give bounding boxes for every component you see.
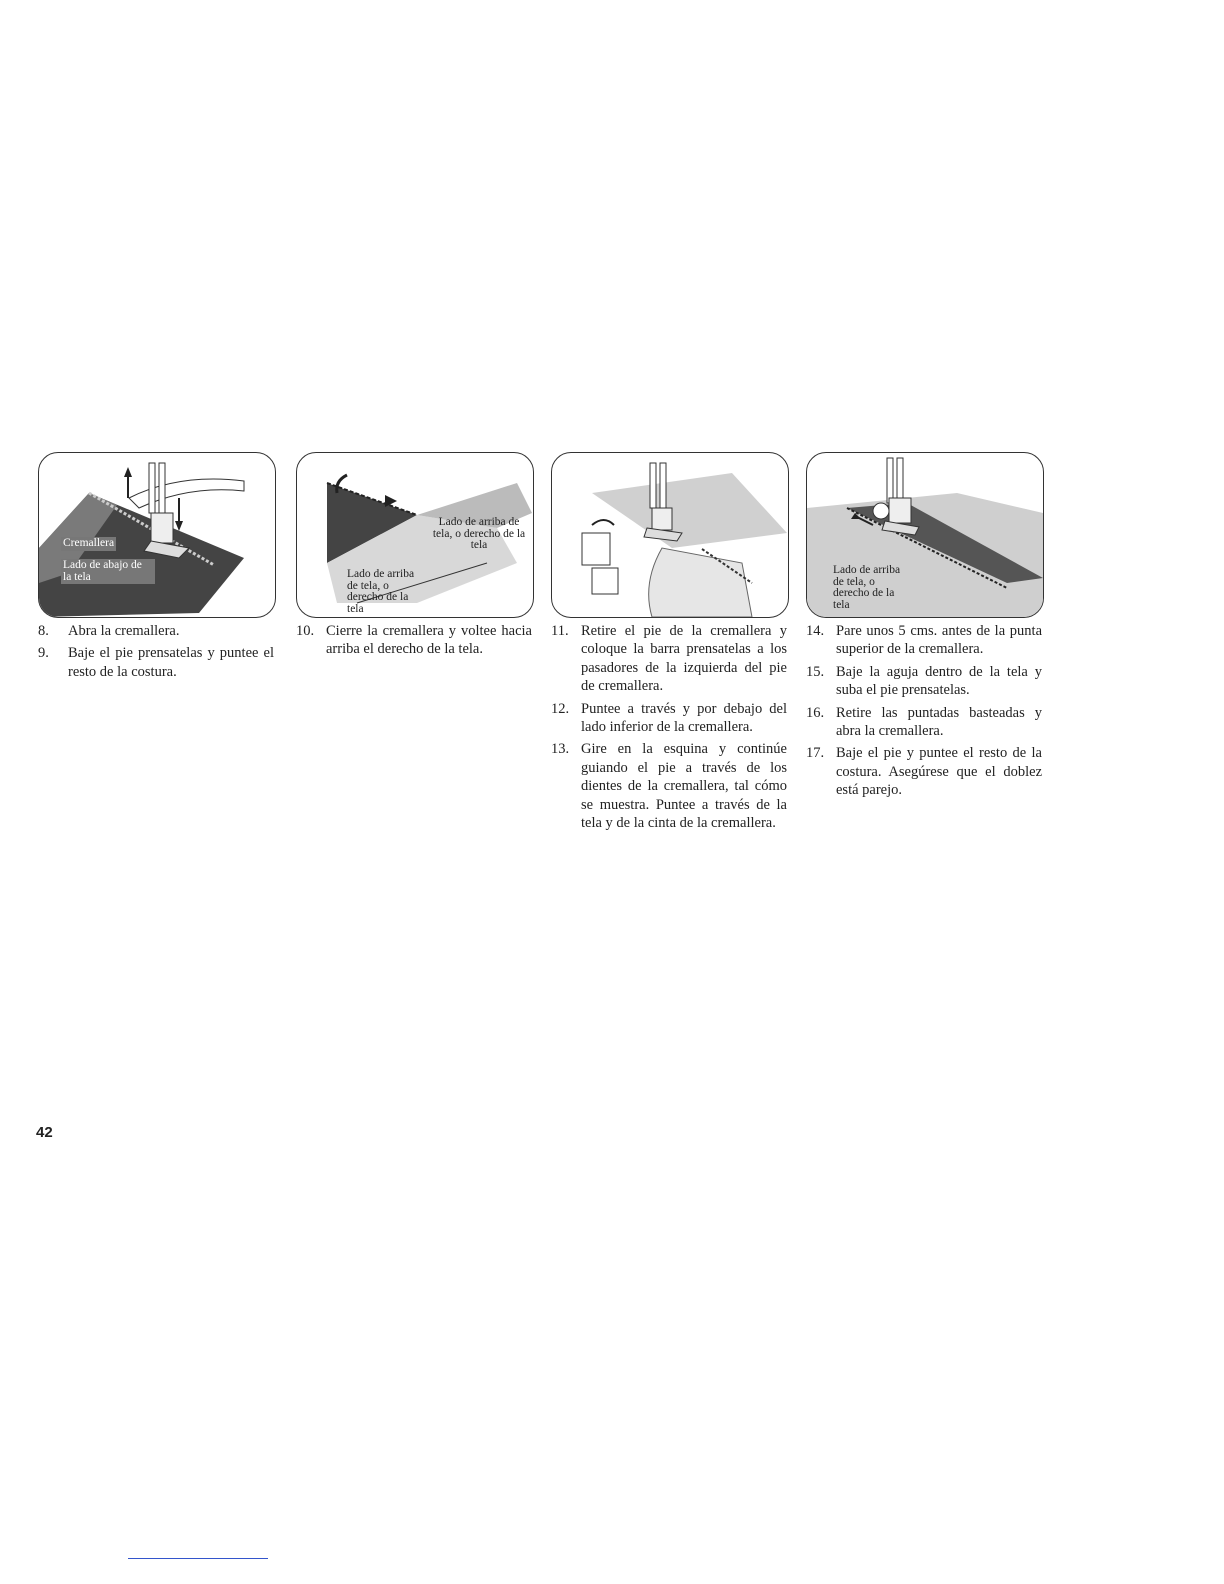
instruction-step [806, 744, 1042, 799]
step-number: 11. [551, 623, 569, 639]
step-number: 14. [806, 623, 825, 639]
footer-rule [128, 1558, 268, 1559]
step-text: Cierre la cremallera y voltee hacia arriba el derecho de la tela. [326, 623, 532, 658]
step-number: 9. [38, 645, 49, 662]
step-text: Abra la cremallera. [68, 623, 180, 639]
step-text: Puntee a través y por debajo del lado inferior de la cremallera. [581, 700, 787, 736]
text-column [551, 622, 787, 836]
figure-illustration [39, 453, 275, 617]
step-number: 16. [806, 704, 825, 721]
figure-open-zipper [38, 452, 276, 618]
figure-label: Lado de abajo de la tela [61, 559, 155, 584]
instruction-step [806, 622, 1042, 659]
text-column [38, 622, 274, 685]
instruction-step [38, 644, 274, 681]
instruction-step [551, 622, 787, 696]
figure-close-zipper [296, 452, 534, 618]
step-text: Pare unos 5 cms. antes de la punta superior de la cremallera. [836, 623, 1042, 658]
step-text: Retire las puntadas basteadas y abra la cremallera. [836, 704, 1042, 740]
instruction-step [551, 740, 787, 832]
instruction-step [38, 622, 274, 640]
figure-sew-corner [551, 452, 789, 618]
figure-finish-seam [806, 452, 1044, 618]
step-number: 13. [551, 741, 570, 758]
step-number: 15. [806, 663, 825, 680]
page-number: 42 [36, 1124, 53, 1141]
step-text: Baje la aguja dentro de la tela y suba el pie prensatelas. [836, 663, 1042, 699]
step-text: Baje el pie prensatelas y puntee el resto de la costura. [68, 645, 274, 680]
figure-illustration [552, 453, 788, 617]
instruction-step [551, 700, 787, 737]
text-column [806, 622, 1042, 804]
figure-label: Lado de arriba de tela, o derecho de la tela [833, 564, 901, 611]
step-number: 10. [296, 623, 315, 639]
step-number: 12. [551, 700, 570, 717]
step-text: Retire el pie de la cremallera y coloque la barra prensatelas a los pasadores de la izquierda del pie de cremallera. [581, 623, 787, 695]
instruction-step [296, 622, 532, 659]
text-column [296, 622, 532, 663]
instruction-step [806, 704, 1042, 741]
step-number: 17. [806, 745, 825, 762]
step-text: Gire en la esquina y continúe guiando el pie a través de los dientes de la cremallera, tal cómo se muestra. Puntee a través de la tela y de la cinta de la cremallera. [581, 741, 787, 832]
figure-label: Lado de arriba de tela, o derecho de la tela [432, 516, 526, 551]
figure-label: Cremallera [63, 537, 115, 549]
figure-label: Lado de arriba de tela, o derecho de la tela [347, 568, 415, 615]
step-number: 8. [38, 623, 49, 639]
instruction-step [806, 663, 1042, 700]
step-text: Baje el pie y puntee el resto de la costura. Asegúrese que el doblez está parejo. [836, 745, 1042, 799]
